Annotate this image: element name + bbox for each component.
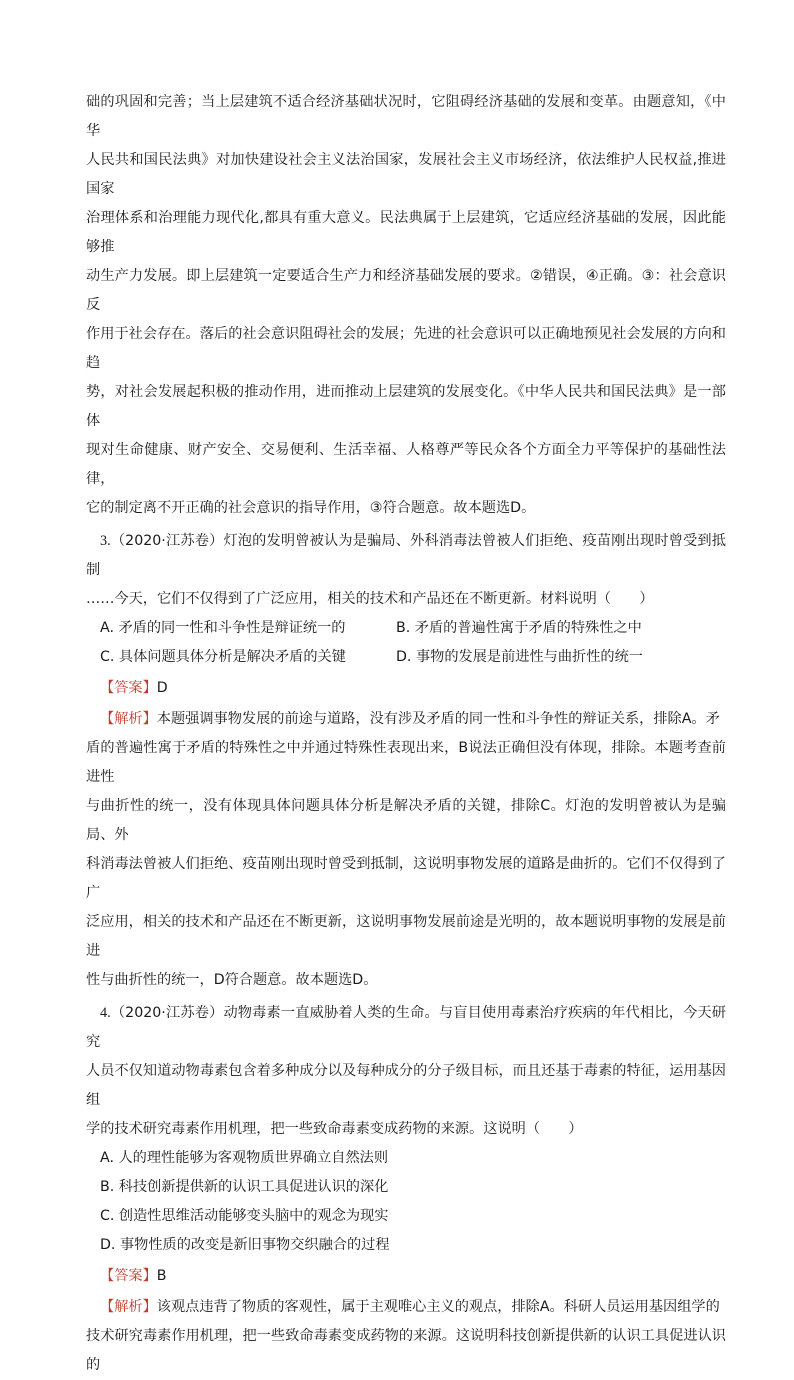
text-line: 它的制定离不开正确的社会意识的指导作用，③符合题意。故本题选D。 bbox=[86, 500, 536, 516]
answer-line bbox=[86, 1262, 726, 1291]
question-4 bbox=[86, 999, 726, 1380]
option-a: A. 人的理性能够为客观物质世界确立自然法则 bbox=[100, 1150, 389, 1166]
analysis-line bbox=[86, 1293, 726, 1322]
question-source: （2020·江苏卷） bbox=[110, 1005, 224, 1021]
stem-text: 灯泡的发明曾被认为是骗局、外科消毒法曾被人们拒绝、疫苗刚出现时曾受到抵制 bbox=[86, 533, 726, 578]
analysis-text: 技术研究毒素作用机理，把一些致命毒素变成药物的来源。这说明科技创新提供新的认识工具促进认识的 bbox=[86, 1328, 726, 1373]
text-line: 动生产力发展。即上层建筑一定要适合生产力和经济基础发展的要求。②错误，④正确。③：社会意识反 bbox=[86, 268, 726, 313]
analysis-text: 与曲折性的统一，没有体现具体问题具体分析是解决矛盾的关键，排除C。灯泡的发明曾被认为是骗局、外 bbox=[86, 798, 726, 843]
analysis-label: 【解析】 bbox=[100, 711, 157, 727]
analysis-text: 盾的普遍性寓于矛盾的特殊性之中并通过特殊性表现出来，B说法正确但没有体现，排除。本题考查前进性 bbox=[86, 740, 726, 785]
analysis-text: 泛应用，相关的技术和产品还在不断更新，这说明事物发展前途是光明的，故本题说明事物的发展是前进 bbox=[86, 914, 726, 959]
analysis-text: 性与曲折性的统一，D符合题意。故本题选D。 bbox=[86, 972, 378, 988]
answer-label: 【答案】 bbox=[100, 680, 157, 696]
option-c: C. 创造性思维活动能够变头脑中的观念为现实 bbox=[100, 1208, 389, 1224]
analysis-text: 该观点违背了物质的客观性，属于主观唯心主义的观点，排除A。科研人员运用基因组学的 bbox=[156, 1299, 720, 1315]
question-3 bbox=[86, 527, 726, 995]
text-line: 势，对社会发展起积极的推动作用，进而推动上层建筑的发展变化。《中华人民共和国民法典》是一部体 bbox=[86, 384, 726, 429]
document-body bbox=[86, 88, 726, 1380]
option-b: B. 科技创新提供新的认识工具促进认识的深化 bbox=[100, 1179, 389, 1195]
answer-line bbox=[86, 674, 726, 703]
analysis-label: 【解析】 bbox=[100, 1299, 157, 1315]
stem-text: 人员不仅知道动物毒素包含着多种成分以及每种成分的分子级目标，而且还基于毒素的特征，运用基因组 bbox=[86, 1063, 726, 1108]
question-stem bbox=[86, 999, 726, 1057]
text-line: 现对生命健康、财产安全、交易便利、生活幸福、人格尊严等民众各个方面全力平等保护的基础性法律， bbox=[86, 442, 726, 487]
option-d: D. 事物性质的改变是新旧事物交织融合的过程 bbox=[100, 1237, 390, 1253]
analysis-text: 本题强调事物发展的前途与道路，没有涉及矛盾的同一性和斗争性的辩证关系，排除A。矛 bbox=[156, 711, 720, 727]
analysis-line bbox=[86, 705, 726, 734]
stem-text: 动物毒素一直威胁着人类的生命。与盲目使用毒素治疗疾病的年代相比，今天研究 bbox=[86, 1005, 726, 1050]
text-line: 础的巩固和完善；当上层建筑不适合经济基础状况时，它阻碍经济基础的发展和变革。由题意知，《中华 bbox=[86, 94, 726, 139]
text-line: 作用于社会存在。落后的社会意识阻碍社会的发展；先进的社会意识可以正确地预见社会发展的方向和趋 bbox=[86, 326, 726, 371]
text-line: 人民共和国民法典》对加快建设社会主义法治国家，发展社会主义市场经济，依法维护人民权益,推进国家 bbox=[86, 152, 726, 197]
answer-label: 【答案】 bbox=[100, 1268, 157, 1284]
option-a: A. 矛盾的同一性和斗争性是辩证统一的 bbox=[100, 620, 346, 636]
stem-text: ……今天，它们不仅得到了广泛应用，相关的技术和产品还在不断更新。材料说明（ ） bbox=[86, 591, 654, 607]
text-line: 治理体系和治理能力现代化,都具有重大意义。民法典属于上层建筑，它适应经济基础的发展，因此能够推 bbox=[86, 210, 726, 255]
answer-value: B bbox=[156, 1268, 167, 1284]
option-d: D. 事物的发展是前进性与曲折性的统一 bbox=[396, 649, 643, 665]
option-c: C. 具体问题具体分析是解决矛盾的关键 bbox=[100, 649, 346, 665]
options-row bbox=[86, 614, 726, 643]
stem-text: 学的技术研究毒素作用机理，把一些致命毒素变成药物的来源。这说明（ ） bbox=[86, 1121, 583, 1137]
question-source: （2020·江苏卷） bbox=[110, 533, 224, 549]
options-row bbox=[86, 643, 726, 672]
question-number: 3. bbox=[100, 533, 111, 549]
question-stem bbox=[86, 527, 726, 585]
answer-value: D bbox=[156, 680, 168, 696]
question-number: 4. bbox=[100, 1005, 111, 1021]
analysis-text: 科消毒法曾被人们拒绝、疫苗刚出现时曾受到抵制，这说明事物发展的道路是曲折的。它们不仅得到了广 bbox=[86, 856, 726, 901]
prev-analysis-continuation bbox=[86, 88, 726, 523]
option-b: B. 矛盾的普遍性寓于矛盾的特殊性之中 bbox=[396, 620, 642, 636]
